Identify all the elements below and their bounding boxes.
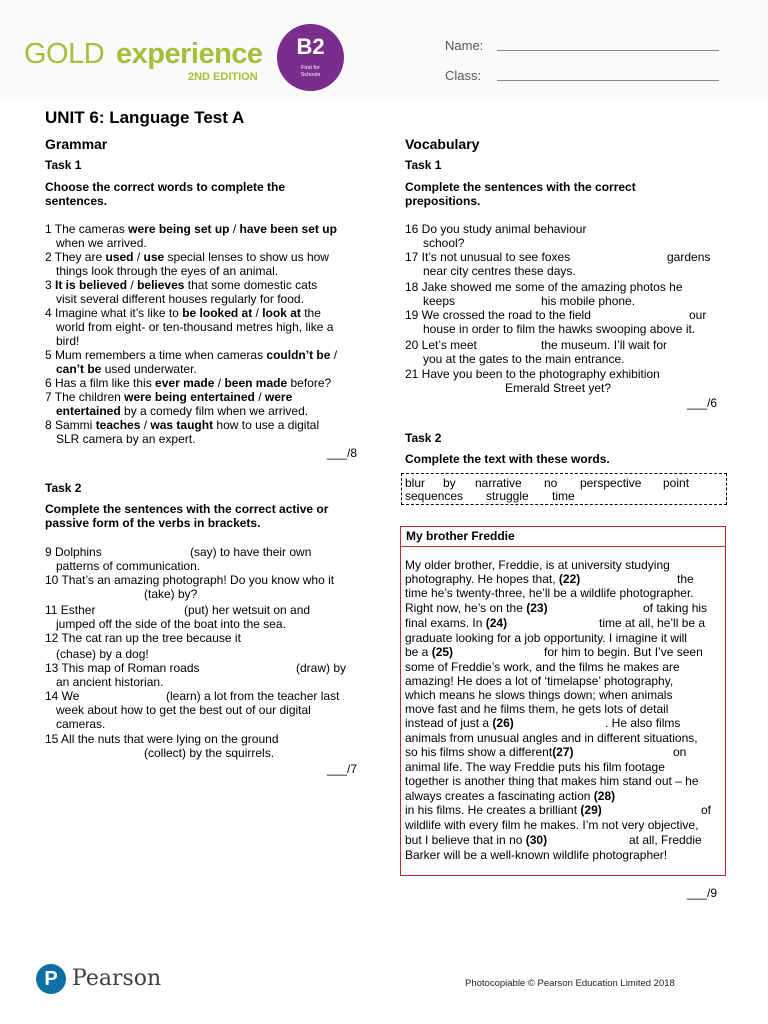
score-field[interactable]: ___/8 xyxy=(327,446,358,460)
name-label: Name: xyxy=(445,38,484,53)
gap-number[interactable]: (27) xyxy=(552,745,574,759)
option[interactable]: were being entertained xyxy=(124,390,255,404)
vocab-task2-label: Task 2 xyxy=(405,431,442,445)
vocab-task1-instruction: prepositions. xyxy=(405,194,481,208)
text-line: of taking his xyxy=(643,601,708,615)
question-15: 15 All the nuts that were lying on the ground xyxy=(45,732,279,746)
question-11: 11 Esther xyxy=(45,603,96,617)
question-text: week about how to get the best out of our digital xyxy=(56,703,311,717)
page-title: UNIT 6: Language Test A xyxy=(45,108,245,127)
option[interactable]: teaches xyxy=(95,418,141,432)
grammar-task2-instruction: passive form of the verbs in brackets. xyxy=(45,516,261,530)
question-text: (draw) by xyxy=(296,661,347,675)
question-text: cameras. xyxy=(56,717,106,731)
text-line: time he’s twenty-three, he’ll be a wildlife photographer. xyxy=(405,586,694,600)
text-line: animal life. The way Freddie puts his film footage xyxy=(405,760,665,774)
question-9: 9 Dolphins xyxy=(45,545,102,559)
question-16: 16 Do you study animal behaviour xyxy=(405,222,587,236)
question-text: jumped off the side of the boat into the sea. xyxy=(56,617,286,631)
option[interactable]: were xyxy=(264,390,293,404)
copyright-text: Photocopiable © Pearson Education Limited 2018 xyxy=(465,978,675,989)
text-line: Right now, he’s on the (23) xyxy=(405,601,548,615)
text-line: instead of just a (26) xyxy=(405,716,514,730)
gap-number[interactable]: (25) xyxy=(431,645,454,659)
text-line: which means he slows things down; when animals xyxy=(405,688,673,702)
text-line: final exams. In (24) xyxy=(405,616,508,630)
text-line: amazing! He does a lot of ‘timelapse’ photography, xyxy=(405,674,674,688)
question-21: 21 Have you been to the photography exhibition xyxy=(405,367,660,381)
question-18: 18 Jake showed me some of the amazing photos he xyxy=(405,280,683,294)
level-badge-text: B2 xyxy=(296,34,325,59)
word-bank-item: by xyxy=(443,476,456,490)
question-text: (collect) by the squirrels. xyxy=(144,746,275,760)
question-text: Emerald Street yet? xyxy=(505,381,612,395)
question-13: 13 This map of Roman roads xyxy=(45,661,200,675)
question-1: 1 The cameras were being set up / have been set up xyxy=(45,222,337,236)
text-title: My brother Freddie xyxy=(406,529,515,543)
logo-gold-text: GOLD xyxy=(24,38,105,70)
text-line: Barker will be a well-known wildlife photographer! xyxy=(405,848,668,862)
grammar-task2-instruction: Complete the sentences with the correct active or xyxy=(45,502,329,516)
question-text: (chase) by a dog! xyxy=(56,647,149,661)
option[interactable]: have been set up xyxy=(239,222,337,236)
text-line: but I believe that in no (30) xyxy=(405,833,548,847)
vocabulary-heading: Vocabulary xyxy=(405,136,480,152)
question-text: (put) her wetsuit on and xyxy=(184,603,311,617)
score-field[interactable]: ___/7 xyxy=(327,762,358,776)
question-text: SLR camera by an expert. xyxy=(56,432,196,446)
score-field[interactable]: ___/9 xyxy=(687,886,718,900)
option[interactable]: look at xyxy=(262,306,301,320)
question-text: bird! xyxy=(56,334,80,348)
question-text: can’t be used underwater. xyxy=(56,362,197,376)
gap-number[interactable]: (28) xyxy=(593,789,616,803)
question-10: 10 That’s an amazing photograph! Do you know who it xyxy=(45,573,335,587)
text-line: . He also films xyxy=(605,716,681,730)
pearson-logo-icon: P xyxy=(36,964,66,994)
gap-number[interactable]: (23) xyxy=(526,601,548,615)
pearson-wordmark: Pearson xyxy=(72,966,162,991)
grammar-task1-label: Task 1 xyxy=(45,158,82,172)
text-line: graduate looking for a job opportunity. I imagine it will xyxy=(405,631,687,645)
question-20: 20 Let’s meet xyxy=(405,338,477,352)
text-line: at all, Freddie xyxy=(629,833,702,847)
question-text: things look through the eyes of an animal. xyxy=(56,264,279,278)
gap-number[interactable]: (29) xyxy=(580,803,602,817)
question-5: 5 Mum remembers a time when cameras couldn’t be / xyxy=(45,348,338,362)
word-bank-item: time xyxy=(552,489,575,503)
question-text: when we arrived. xyxy=(56,236,147,250)
vocab-task1-label: Task 1 xyxy=(405,158,442,172)
text-line: on xyxy=(673,745,687,759)
text-line: photography. He hopes that, (22) xyxy=(405,572,581,586)
grammar-task2-label: Task 2 xyxy=(45,481,82,495)
text-line: wildlife with every film he makes. I’m not very objective, xyxy=(405,818,699,832)
question-text: school? xyxy=(423,236,465,250)
text-line: of xyxy=(701,803,712,817)
question-2: 2 They are used / use special lenses to show us how xyxy=(45,250,329,264)
option[interactable]: was taught xyxy=(150,418,214,432)
option[interactable]: used xyxy=(105,250,134,264)
word-bank-item: blur xyxy=(405,476,426,490)
question-text: an ancient historian. xyxy=(56,675,164,689)
grammar-task1-instruction: sentences. xyxy=(45,194,108,208)
question-12: 12 The cat ran up the tree because it xyxy=(45,631,241,645)
question-text: you at the gates to the main entrance. xyxy=(423,352,625,366)
question-text: patterns of communication. xyxy=(56,559,201,573)
option[interactable]: entertained xyxy=(56,404,121,418)
logo-edition-text: 2ND EDITION xyxy=(188,71,258,83)
question-text: the museum. I’ll wait for xyxy=(541,338,668,352)
option[interactable]: use xyxy=(143,250,165,264)
question-19: 19 We crossed the road to the field xyxy=(405,308,591,322)
question-text: house in order to film the hawks swooping above it. xyxy=(423,322,696,336)
class-label: Class: xyxy=(445,68,482,83)
question-text: entertained by a comedy film when we arrived. xyxy=(56,404,309,418)
gap-number[interactable]: (22) xyxy=(558,572,581,586)
option[interactable]: ever made xyxy=(155,376,215,390)
word-bank-item: narrative xyxy=(475,476,522,490)
text-line: together is another thing that makes him stand out – he xyxy=(405,774,699,788)
question-text: keeps xyxy=(423,294,456,308)
question-text: visit several different houses regularly for food. xyxy=(56,292,304,306)
word-bank-item: no xyxy=(544,476,558,490)
question-6: 6 Has a film like this ever made / been made before? xyxy=(45,376,332,390)
class-field[interactable] xyxy=(497,80,719,81)
question-text: world from eight- or ten-thousand metres high, like a xyxy=(56,320,334,334)
vocab-task1-instruction: Complete the sentences with the correct xyxy=(405,180,636,194)
option[interactable]: believes xyxy=(137,278,185,292)
question-text: (learn) a lot from the teacher last xyxy=(166,689,340,703)
question-text: his mobile phone. xyxy=(541,294,636,308)
text-line: so his films show a different(27) xyxy=(405,745,574,759)
question-14: 14 We xyxy=(45,689,80,703)
question-text: our xyxy=(689,308,707,322)
text-line: My older brother, Freddie, is at university studying xyxy=(405,558,670,572)
level-badge-subtitle: First for Schools xyxy=(300,65,321,78)
option[interactable]: can’t be xyxy=(56,362,102,376)
gap-number[interactable]: (30) xyxy=(525,833,548,847)
question-17: 17 It’s not unusual to see foxes xyxy=(405,250,571,264)
text-line: some of Freddie’s work, and the films he makes are xyxy=(405,660,680,674)
text-line: the xyxy=(677,572,694,586)
word-bank-item: perspective xyxy=(580,476,642,490)
word-bank-item: point xyxy=(663,476,690,490)
text-line: be a (25) xyxy=(405,645,454,659)
gap-number[interactable]: (26) xyxy=(492,716,514,730)
logo-experience-text: experience xyxy=(116,38,263,70)
text-line: always creates a fascinating action (28) xyxy=(405,789,616,803)
question-3: 3 It is believed / believes that some domestic cats xyxy=(45,278,318,292)
question-8: 8 Sammi teaches / was taught how to use a digital xyxy=(45,418,320,432)
grammar-heading: Grammar xyxy=(45,136,108,152)
question-text: (say) to have their own xyxy=(190,545,312,559)
question-text: near city centres these days. xyxy=(423,264,576,278)
score-field[interactable]: ___/6 xyxy=(687,396,718,410)
question-7: 7 The children were being entertained / were xyxy=(45,390,293,404)
text-line: in his films. He creates a brilliant (29) xyxy=(405,803,602,817)
option[interactable]: were being set up xyxy=(128,222,230,236)
option[interactable]: been made xyxy=(224,376,288,390)
text-line: move fast and he films them, he gets lots of detail xyxy=(405,702,669,716)
option[interactable]: It is believed xyxy=(55,278,128,292)
question-text: (take) by? xyxy=(144,587,198,601)
text-line: time at all, he’ll be a xyxy=(599,616,706,630)
option[interactable]: be looked at xyxy=(182,306,253,320)
grammar-task1-instruction: Choose the correct words to complete the xyxy=(45,180,286,194)
level-badge xyxy=(277,24,344,91)
word-bank-item: sequences xyxy=(405,489,464,503)
question-4: 4 Imagine what it’s like to be looked at / look at the xyxy=(45,306,321,320)
text-line: animals from unusual angles and in different situations, xyxy=(405,731,698,745)
vocab-task2-instruction: Complete the text with these words. xyxy=(405,452,610,466)
question-text: gardens xyxy=(667,250,711,264)
gap-number[interactable]: (24) xyxy=(485,616,508,630)
text-line: for him to begin. But I’ve seen xyxy=(544,645,703,659)
option[interactable]: couldn’t be xyxy=(266,348,331,362)
word-bank-item: struggle xyxy=(486,489,529,503)
name-field[interactable] xyxy=(497,50,719,51)
